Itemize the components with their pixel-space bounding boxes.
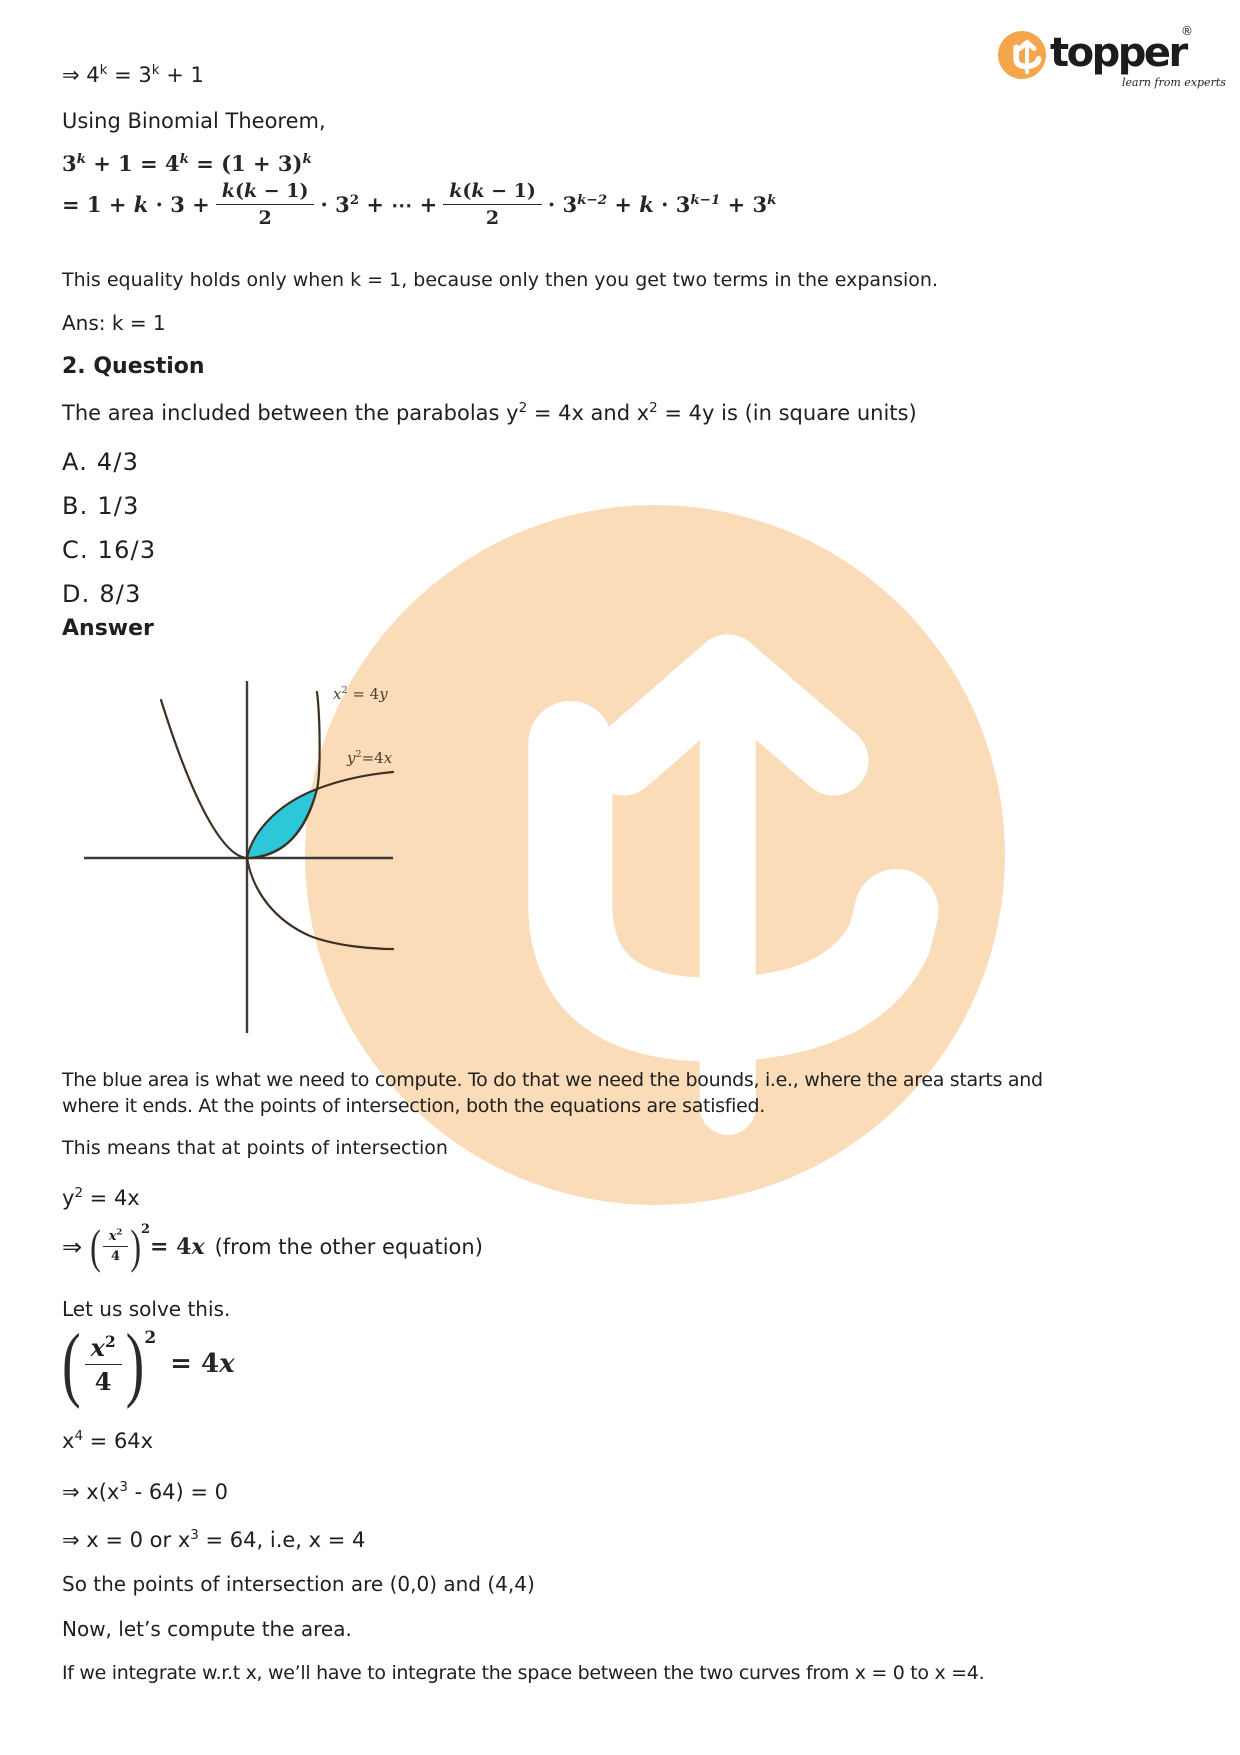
text-this-means: This means that at points of intersection [62, 1137, 448, 1159]
implies-arrow: ⇒ [62, 1232, 83, 1261]
math-line-roots: ⇒ x = 0 or $x^3 = 64$, i.e, x = 4 [62, 1528, 366, 1552]
text-compute-area: Now, let’s compute the area. [62, 1617, 352, 1641]
math-line-factored: ⇒ $x(x^3 - 64) = 0$ [62, 1480, 229, 1504]
math-line-expansion [62, 180, 776, 229]
fraction-denominator: 2 [485, 207, 500, 229]
fraction-denominator: 2 [258, 207, 272, 229]
inline-fraction [103, 1226, 129, 1264]
answer-heading: Answer [62, 616, 154, 641]
math-line-display-equation [62, 1317, 235, 1411]
outer-exponent: 2 [144, 1328, 157, 1348]
option-a: A. 4/3 [62, 448, 140, 476]
fraction-numerator: $x^2$ [103, 1229, 129, 1247]
outer-exponent: 2 [140, 1222, 151, 1237]
question-text: The area included between the parabolas $y^2 = 4x$ and $x^2 = 4y$ is (in square units) [62, 401, 917, 425]
left-paren: ( [62, 1317, 81, 1411]
question-heading: 2. Question [62, 354, 205, 379]
utopper-logo-icon [998, 31, 1046, 79]
brand-name: topper [1050, 30, 1186, 76]
fraction-numerator: k(k − 1) [443, 180, 542, 205]
math-line-x4-64x: $x^4 = 64x$ [62, 1429, 154, 1453]
brand-tagline: learn from experts [1122, 76, 1226, 89]
display-fraction [85, 1333, 122, 1396]
math-line-implication: ⇒ $4^k = 3^k + 1$ [62, 63, 204, 87]
text-answer-k: Ans: k = 1 [62, 311, 166, 335]
paragraph-line-1: The blue area is what we need to compute. To do that we need the bounds, i.e., where the area starts and [62, 1069, 1043, 1091]
expansion-mid: · $3^2$ + ⋯ + [320, 192, 438, 217]
expansion-pre: = 1 + k · 3 + [62, 192, 210, 217]
expansion-post: · $3^{k-2} + k \cdot 3^{k-1} + 3^k$ [547, 192, 777, 217]
fraction-numerator: $x^2$ [85, 1333, 122, 1365]
fraction-numerator: k(k − 1) [216, 180, 315, 205]
paragraph-blue-area [62, 1068, 1043, 1119]
paragraph-line-2: where it ends. At the points of intersection, both the equations are satisfied. [62, 1094, 766, 1117]
right-paren: ) [125, 1317, 145, 1411]
fraction-denominator: 4 [111, 1249, 121, 1264]
inline-rhs: = 4x [150, 1233, 205, 1260]
figure-label-x2-4y: $x^2 = 4y$ [333, 685, 388, 703]
text-points-of-intersection: So the points of intersection are (0,0) and (4,4) [62, 1572, 535, 1596]
option-d: D. 8/3 [62, 580, 142, 608]
option-b: B. 1/3 [62, 492, 140, 520]
math-line-binomial-eq: $3^k + 1 = 4^k = (1 + 3)^k$ [62, 151, 312, 176]
right-paren: ) [130, 1218, 141, 1273]
figure-label-y2-4x: $y^2=4x$ [347, 749, 393, 767]
display-rhs: = 4x [170, 1349, 235, 1379]
option-c: C. 16/3 [62, 536, 157, 564]
registered-mark: ® [1181, 24, 1193, 38]
text-using-binomial: Using Binomial Theorem, [62, 109, 326, 133]
text-equality-note: This equality holds only when k = 1, because only then you get two terms in the expansion. [62, 269, 939, 291]
fraction-denominator: 4 [94, 1366, 112, 1396]
math-line-inline-substitution [62, 1218, 483, 1273]
inline-note: (from the other equation) [214, 1234, 483, 1259]
math-line-y2-4x: $y^2 = 4x$ [62, 1186, 140, 1210]
text-let-us-solve: Let us solve this. [62, 1297, 231, 1321]
text-integrate: If we integrate w.r.t x, we’ll have to integrate the space between the two curves from x = 0 to x =4. [62, 1662, 985, 1684]
left-paren: ( [90, 1218, 101, 1273]
expansion-fraction-2 [443, 180, 542, 229]
expansion-fraction-1 [216, 180, 315, 229]
